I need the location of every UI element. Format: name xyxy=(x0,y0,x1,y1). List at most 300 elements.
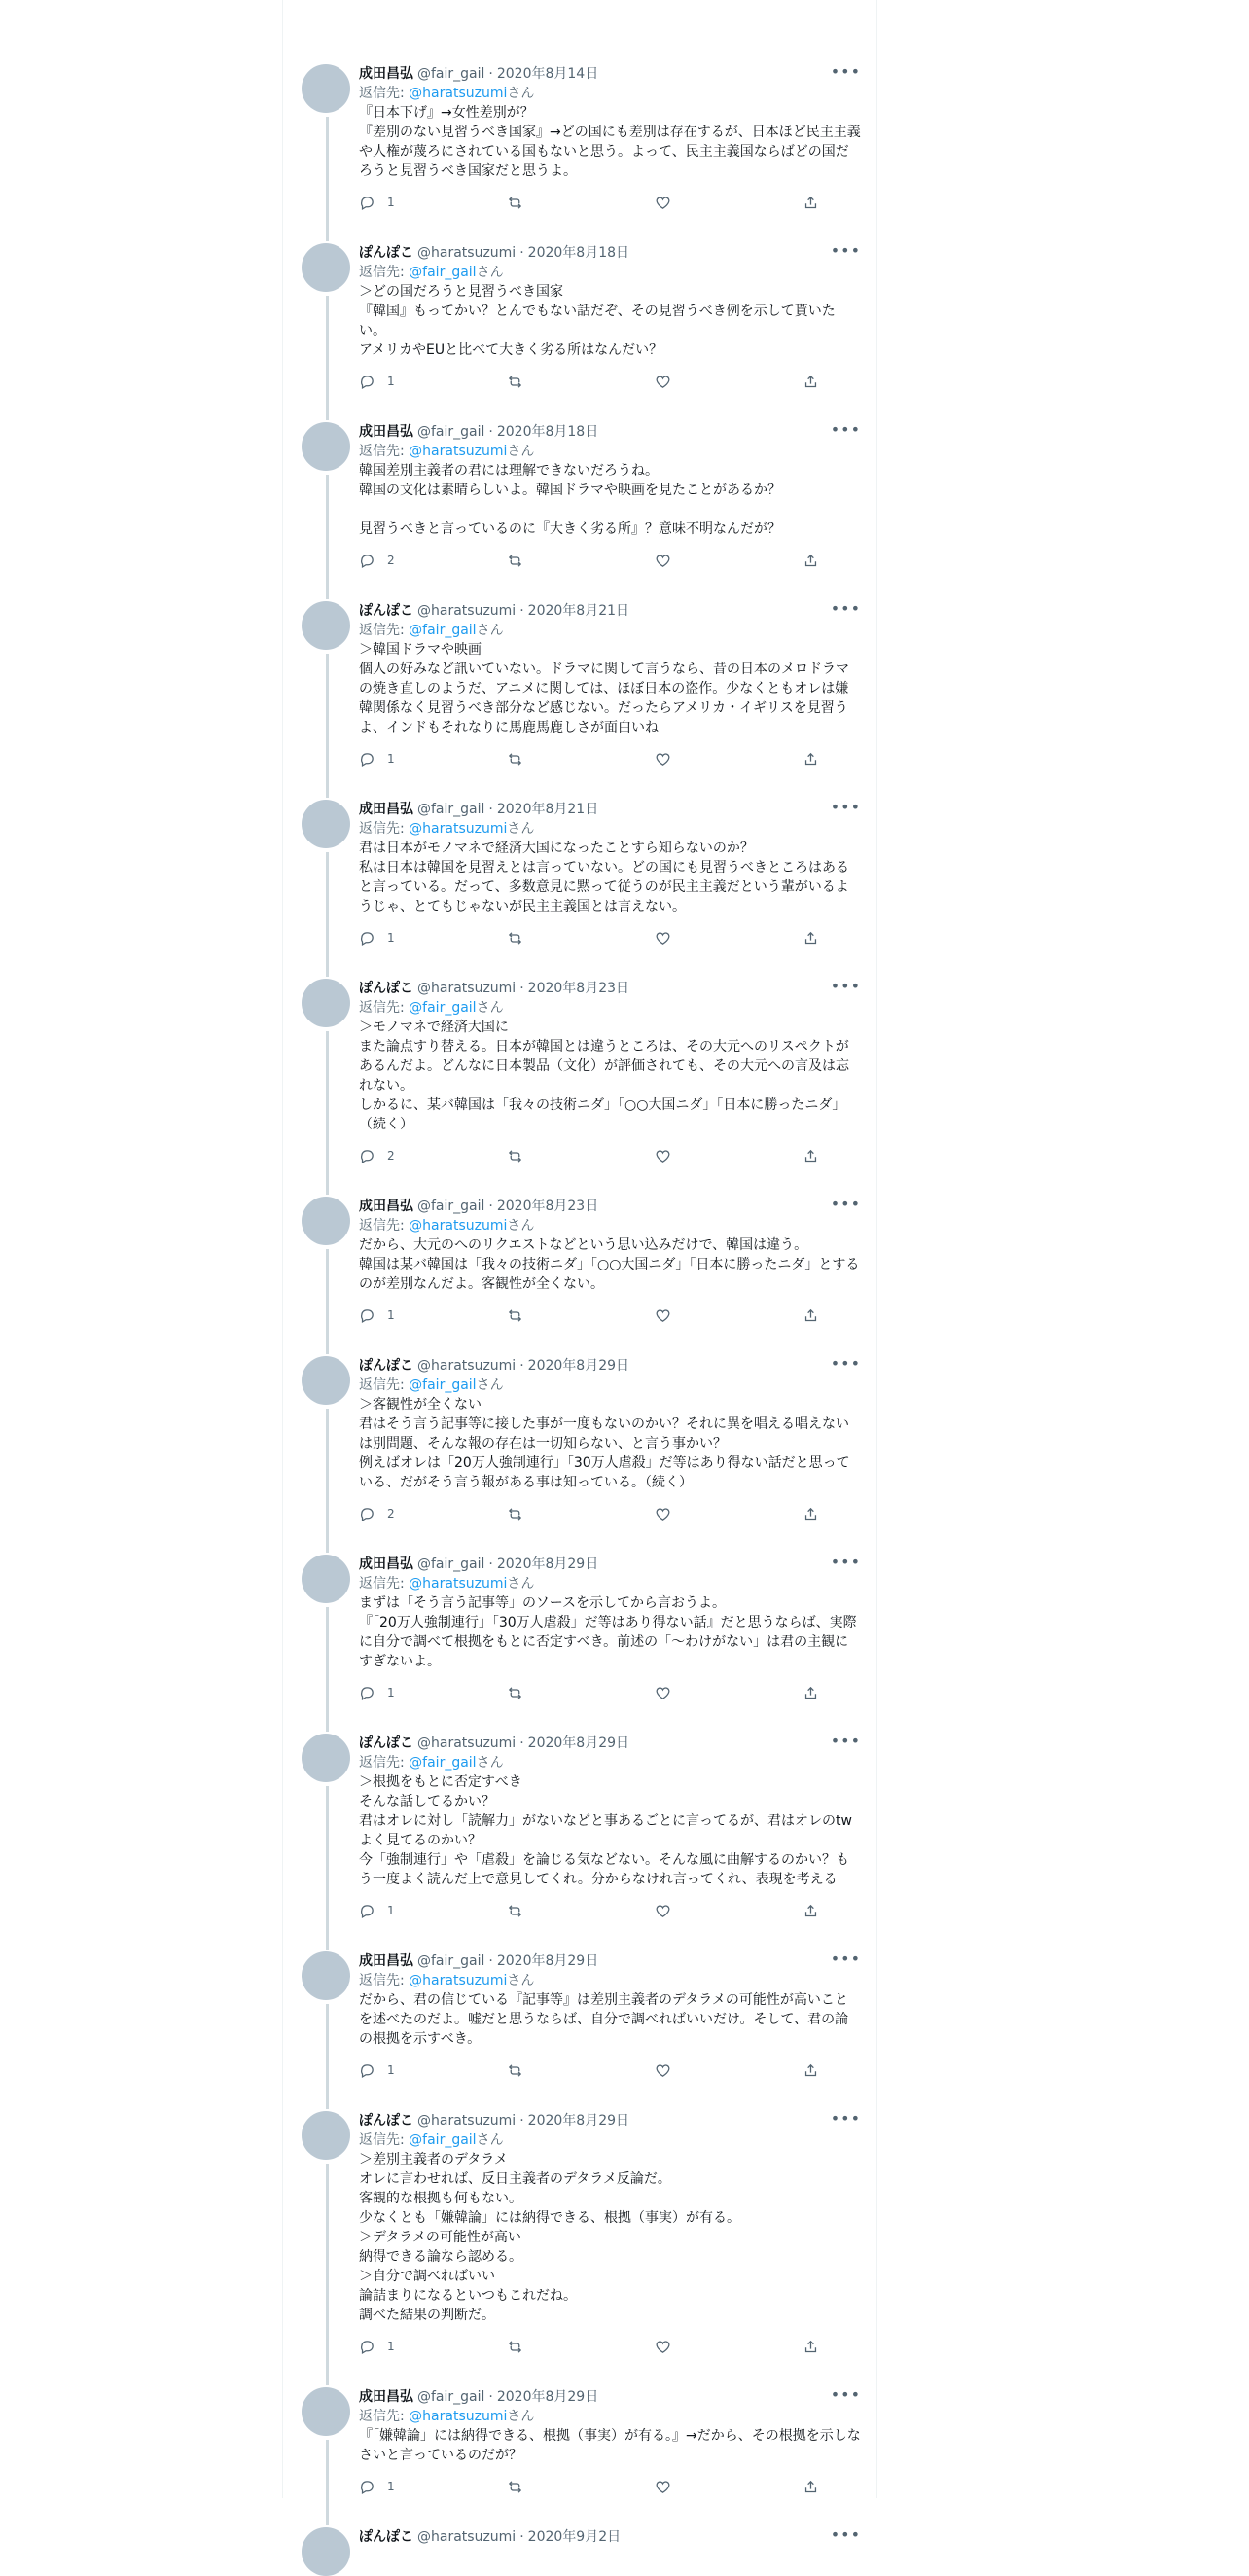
user-handle[interactable]: @haratsuzumi xyxy=(417,2113,517,2129)
separator-dot: · xyxy=(488,424,493,440)
tweet-date[interactable]: 2020年8月21日 xyxy=(527,603,630,619)
reply-icon xyxy=(359,1506,375,1522)
user-handle[interactable]: @haratsuzumi xyxy=(417,1735,517,1751)
heart-icon xyxy=(655,2062,671,2079)
reply-to-suffix: さん xyxy=(476,623,504,638)
display-name[interactable]: ぽんぽこ xyxy=(359,1735,413,1751)
reply-count: 1 xyxy=(387,2340,395,2353)
reply-button[interactable] xyxy=(359,1306,507,1325)
share-icon xyxy=(803,1903,819,1919)
share-button[interactable] xyxy=(803,1685,831,1701)
reply-to-line xyxy=(359,819,861,839)
reply-count: 2 xyxy=(387,1507,395,1521)
reply-button[interactable] xyxy=(359,1683,507,1702)
reply-to-suffix: さん xyxy=(507,444,535,459)
tweet[interactable] xyxy=(283,1934,876,2093)
avatar[interactable] xyxy=(302,601,350,650)
tweet-content xyxy=(359,1197,861,1339)
reply-mention-link[interactable]: @haratsuzumi xyxy=(409,1576,508,1592)
separator-dot: · xyxy=(488,66,493,82)
more-options-icon[interactable]: ••• xyxy=(830,1553,861,1571)
reply-to-line xyxy=(359,442,861,461)
reply-icon xyxy=(359,751,375,768)
reply-mention-link[interactable]: @fair_gail xyxy=(409,623,477,638)
tweet-date[interactable]: 2020年8月29日 xyxy=(527,1735,630,1751)
share-icon xyxy=(803,2479,819,2495)
reply-count: 1 xyxy=(387,2063,395,2077)
tweet-actions xyxy=(359,1675,861,1716)
like-button[interactable] xyxy=(655,1685,803,1701)
share-icon xyxy=(803,1685,819,1701)
reply-count: 1 xyxy=(387,1686,395,1699)
tweet-content xyxy=(359,979,861,1179)
retweet-button[interactable] xyxy=(507,1307,655,1324)
reply-to-suffix: さん xyxy=(476,1377,504,1393)
separator-dot: · xyxy=(519,1358,524,1374)
user-handle[interactable]: @fair_gail xyxy=(417,1199,485,1214)
reply-mention-link[interactable]: @haratsuzumi xyxy=(409,821,508,837)
retweet-button[interactable] xyxy=(507,2062,655,2079)
more-options-icon[interactable]: ••• xyxy=(830,1354,861,1373)
like-button[interactable] xyxy=(655,1148,803,1164)
reply-to-line xyxy=(359,1216,861,1235)
tweet-date[interactable]: 2020年9月2日 xyxy=(527,2529,622,2545)
retweet-button[interactable] xyxy=(507,1148,655,1164)
tweet-date[interactable]: 2020年8月29日 xyxy=(496,2389,599,2405)
separator-dot: · xyxy=(519,2113,524,2129)
thread-connector-line xyxy=(326,117,329,241)
reply-count: 1 xyxy=(387,196,395,209)
reply-icon xyxy=(359,2479,375,2495)
more-options-icon[interactable]: ••• xyxy=(830,977,861,995)
reply-to-suffix: さん xyxy=(476,1000,504,1016)
tweet-text: まずは「そう言う記事等」のソースを示してから言おうよ。 『「20万人強制連行」「30万人虐殺」だ等はあり得ない話』だと思うならば、実際に自分で調べて根拠をもとに否定すべき。前述の「～わけがない」は君の主観にすぎないよ。 xyxy=(359,1595,857,1669)
retweet-icon xyxy=(507,1148,523,1164)
tweet-date[interactable]: 2020年8月29日 xyxy=(527,2113,630,2129)
tweet-text: だから、君の信じている『記事等』は差別主義者のデタラメの可能性が高いことを述べたのだよ。嘘だと思うならば、自分で調べればいいだけ。そして、君の論の根拠を示すべき。 xyxy=(359,1992,849,2047)
reply-button[interactable] xyxy=(359,1504,507,1523)
reply-to-prefix: 返信先: xyxy=(359,2132,410,2148)
reply-to-suffix: さん xyxy=(476,2132,504,2148)
avatar[interactable] xyxy=(302,243,350,292)
tweet-content xyxy=(359,1356,861,1537)
retweet-icon xyxy=(507,2062,523,2079)
like-button[interactable] xyxy=(655,1506,803,1522)
reply-mention-link[interactable]: @haratsuzumi xyxy=(409,2409,508,2424)
reply-to-prefix: 返信先: xyxy=(359,1218,410,1234)
tweet-text: 韓国差別主義者の君には理解できないだろうね。 韓国の文化は素晴らしいよ。韓国ドラマや映画を見たことがあるか？ 見習うべきと言っているのに『大きく劣る所』？意味不明なんだが？ xyxy=(359,463,781,537)
tweet-actions xyxy=(359,2329,861,2370)
like-button[interactable] xyxy=(655,553,803,569)
tweet-header xyxy=(359,1356,861,1376)
thread-connector-line xyxy=(326,1607,329,1732)
reply-mention-link[interactable]: @fair_gail xyxy=(409,2132,477,2148)
tweet[interactable] xyxy=(283,961,876,1179)
reply-mention-link[interactable]: @fair_gail xyxy=(409,1755,477,1771)
tweet-header xyxy=(359,2387,861,2407)
reply-to-line xyxy=(359,2407,861,2426)
reply-icon xyxy=(359,374,375,390)
display-name[interactable]: 成田昌弘 xyxy=(359,424,413,440)
reply-button[interactable] xyxy=(359,1901,507,1920)
like-button[interactable] xyxy=(655,2062,803,2079)
share-button[interactable] xyxy=(803,751,831,768)
display-name[interactable]: ぽんぽこ xyxy=(359,2529,413,2545)
more-options-icon[interactable]: ••• xyxy=(830,2525,861,2544)
retweet-button[interactable] xyxy=(507,2339,655,2355)
share-icon xyxy=(803,553,819,569)
tweet-actions xyxy=(359,1893,861,1934)
tweet-content xyxy=(359,800,861,961)
heart-icon xyxy=(655,1148,671,1164)
share-button[interactable] xyxy=(803,2339,831,2355)
separator-dot: · xyxy=(488,1556,493,1572)
more-options-icon[interactable]: ••• xyxy=(830,420,861,439)
tweet-text: ＞韓国ドラマや映画 個人の好みなど訊いていない。ドラマに関して言うなら、昔の日本のメロドラマの焼き直しのようだ、アニメに関しては、ほぼ日本の盗作。少なくともオレは嫌韓関係なく見習うべき部分など感じない。だったらアメリカ・イギリスを見習うよ、インドもそれなりに馬鹿馬鹿しさが面白いね xyxy=(359,642,849,735)
reply-count: 2 xyxy=(387,554,395,567)
reply-to-line xyxy=(359,84,861,103)
separator-dot: · xyxy=(519,981,524,996)
tweet-actions xyxy=(359,185,861,226)
avatar[interactable] xyxy=(302,1356,350,1405)
tweet-date[interactable]: 2020年8月21日 xyxy=(496,802,599,817)
tweet[interactable] xyxy=(283,47,876,226)
tweet-header xyxy=(359,2111,861,2130)
reply-icon xyxy=(359,553,375,569)
heart-icon xyxy=(655,195,671,211)
tweet[interactable] xyxy=(283,405,876,584)
share-button[interactable] xyxy=(803,2479,831,2495)
share-icon xyxy=(803,374,819,390)
reply-to-suffix: さん xyxy=(476,1755,504,1771)
retweet-button[interactable] xyxy=(507,374,655,390)
tweet-text: ＞根拠をもとに否定すべき そんな話してるかい？ 君はオレに対し「読解力」がないなどと事あるごとに言ってるが、君はオレのtwよく見てるのかい？ 今「強制連行」や「虐殺」を論じる気などない。そんな風に曲解するのかい？もう一度よく読んだ上で意見してくれ。分からなけれ言ってくれ、表現を考える xyxy=(359,1774,852,1887)
tweet-header xyxy=(359,243,861,263)
retweet-button[interactable] xyxy=(507,1506,655,1522)
display-name[interactable]: ぽんぽこ xyxy=(359,1358,413,1374)
avatar[interactable] xyxy=(302,1951,350,2000)
tweet-actions xyxy=(359,364,861,405)
tweet-text: ＞モノマネで経済大国に また論点すり替える。日本が韓国とは違うところは、その大元へのリスペクトがあるんだよ。どんなに日本製品（文化）が評価されても、その大元への言及は忘れない。 しかるに、某バ韓国は「我々の技術ニダ」「○○大国ニダ」「日本に勝ったニダ」（続く） xyxy=(359,1020,849,1132)
display-name[interactable]: 成田昌弘 xyxy=(359,1953,413,1969)
user-handle[interactable]: @haratsuzumi xyxy=(417,1358,517,1374)
tweet-header xyxy=(359,64,861,84)
tweet-header xyxy=(359,800,861,819)
tweet[interactable] xyxy=(283,1537,876,1716)
user-handle[interactable]: @haratsuzumi xyxy=(417,245,517,261)
thread-connector-line xyxy=(326,1786,329,1950)
reply-to-suffix: さん xyxy=(507,1218,535,1234)
reply-to-suffix: さん xyxy=(507,1973,535,1988)
timeline-column xyxy=(282,0,877,2545)
like-button[interactable] xyxy=(655,751,803,768)
separator-dot: · xyxy=(488,2389,493,2405)
tweet-content xyxy=(359,1734,861,1934)
tweet-text: 君は日本がモノマネで経済大国になったことすら知らないのか？ 私は日本は韓国を見習えとは言っていない。どの国にも見習うべきところはあると言っている。だって、多数意見に黙って従うのが民主主義だという輩がいるようじゃ、とてもじゃないが民主主義国とは言えない。 xyxy=(359,841,849,914)
share-icon xyxy=(803,1307,819,1324)
reply-mention-link[interactable]: @haratsuzumi xyxy=(409,1973,508,1988)
tweet-date[interactable]: 2020年8月29日 xyxy=(496,1953,599,1969)
tweet[interactable] xyxy=(283,226,876,405)
separator-dot: · xyxy=(488,1953,493,1969)
tweet-text: ＞差別主義者のデタラメ オレに言わせれば、反日主義者のデタラメ反論だ。 客観的な根拠も何もない。 少なくとも「嫌韓論」には納得できる、根拠（事実）が有る。 ＞デタラメの可能性が高い 納得できる論なら認める。 ＞自分で調べればいい 論詰まりになるといつもこれだね。 調べた結果の判断だ。 xyxy=(359,2152,740,2323)
reply-mention-link[interactable]: @fair_gail xyxy=(409,1000,477,1016)
avatar[interactable] xyxy=(302,1734,350,1782)
separator-dot: · xyxy=(519,245,524,261)
user-handle[interactable]: @fair_gail xyxy=(417,66,485,82)
tweet-actions xyxy=(359,543,861,584)
retweet-button[interactable] xyxy=(507,1903,655,1919)
reply-button[interactable] xyxy=(359,1146,507,1165)
retweet-button[interactable] xyxy=(507,553,655,569)
like-button[interactable] xyxy=(655,2339,803,2355)
reply-to-line xyxy=(359,1376,861,1395)
more-options-icon[interactable]: ••• xyxy=(830,2109,861,2128)
tweet-text: 『日本下げ』→女性差別が？ 『差別のない見習うべき国家』→どの国にも差別は存在するが、日本ほど民主主義や人権が蔑ろにされている国もないと思う。よって、民主主義国ならばどの国だろうと見習うべき国家だと思うよ。 xyxy=(359,105,861,179)
retweet-icon xyxy=(507,1685,523,1701)
reply-icon xyxy=(359,1307,375,1324)
avatar[interactable] xyxy=(302,2527,350,2576)
more-options-icon[interactable]: ••• xyxy=(830,2385,861,2404)
user-handle[interactable]: @fair_gail xyxy=(417,2389,485,2405)
tweet-content xyxy=(359,2387,861,2510)
share-button[interactable] xyxy=(803,930,831,947)
tweet-text: ＞客観性が全くない 君はそう言う記事等に接した事が一度もないのかい？それに異を唱える唱えないは別問題、そんな報の存在は一切知らない、と言う事かい？ 例えばオレは「20万人強制連行」「30万人虐殺」だ等はあり得ない話だと思っている、だがそう言う報がある事は知っている。（続く） xyxy=(359,1397,850,1490)
reply-button[interactable] xyxy=(359,2337,507,2356)
thread-connector-line xyxy=(326,2164,329,2385)
retweet-button[interactable] xyxy=(507,930,655,947)
tweet[interactable] xyxy=(283,2370,876,2510)
share-icon xyxy=(803,1148,819,1164)
share-button[interactable] xyxy=(803,195,831,211)
avatar[interactable] xyxy=(302,1197,350,1245)
reply-to-prefix: 返信先: xyxy=(359,1755,410,1771)
display-name[interactable]: 成田昌弘 xyxy=(359,1199,413,1214)
reply-icon xyxy=(359,195,375,211)
reply-to-line xyxy=(359,263,861,282)
share-icon xyxy=(803,1506,819,1522)
tweet-date[interactable]: 2020年8月18日 xyxy=(496,424,599,440)
retweet-icon xyxy=(507,195,523,211)
separator-dot: · xyxy=(519,2529,524,2545)
reply-icon xyxy=(359,1685,375,1701)
reply-to-prefix: 返信先: xyxy=(359,86,410,101)
tweet[interactable] xyxy=(283,1179,876,1339)
separator-dot: · xyxy=(519,1735,524,1751)
heart-icon xyxy=(655,1685,671,1701)
reply-button[interactable] xyxy=(359,2060,507,2080)
tweet-text: 『「嫌韓論」には納得できる、根拠（事実）が有る。』→だから、その根拠を示しなさいと言っているのだが？ xyxy=(359,2428,861,2463)
reply-to-line xyxy=(359,1574,861,1593)
tweet-date[interactable]: 2020年8月29日 xyxy=(527,1358,630,1374)
display-name[interactable]: ぽんぽこ xyxy=(359,245,413,261)
heart-icon xyxy=(655,930,671,947)
like-button[interactable] xyxy=(655,2479,803,2495)
retweet-icon xyxy=(507,374,523,390)
reply-to-suffix: さん xyxy=(507,821,535,837)
avatar[interactable] xyxy=(302,979,350,1027)
reply-count: 1 xyxy=(387,931,395,945)
thread-connector-line xyxy=(326,1409,329,1553)
thread-connector-line xyxy=(326,852,329,977)
more-options-icon[interactable]: ••• xyxy=(830,1950,861,1968)
share-button[interactable] xyxy=(803,1506,831,1522)
share-button[interactable] xyxy=(803,374,831,390)
tweet-date[interactable]: 2020年8月23日 xyxy=(496,1199,599,1214)
user-handle[interactable]: @haratsuzumi xyxy=(417,2529,517,2545)
reply-icon xyxy=(359,2339,375,2355)
reply-mention-link[interactable]: @haratsuzumi xyxy=(409,444,508,459)
reply-to-prefix: 返信先: xyxy=(359,1000,410,1016)
user-handle[interactable]: @fair_gail xyxy=(417,802,485,817)
reply-button[interactable] xyxy=(359,193,507,212)
tweet-date[interactable]: 2020年8月29日 xyxy=(496,1556,599,1572)
user-handle[interactable]: @fair_gail xyxy=(417,1953,485,1969)
share-button[interactable] xyxy=(803,553,831,569)
share-button[interactable] xyxy=(803,1148,831,1164)
like-button[interactable] xyxy=(655,195,803,211)
share-icon xyxy=(803,2062,819,2079)
reply-count: 1 xyxy=(387,2480,395,2493)
reply-to-prefix: 返信先: xyxy=(359,1973,410,1988)
tweet[interactable] xyxy=(283,1339,876,1537)
reply-mention-link[interactable]: @fair_gail xyxy=(409,1377,477,1393)
separator-dot: · xyxy=(519,603,524,619)
more-options-icon[interactable]: ••• xyxy=(830,241,861,260)
like-button[interactable] xyxy=(655,930,803,947)
avatar[interactable] xyxy=(302,2387,350,2436)
reply-mention-link[interactable]: @fair_gail xyxy=(409,265,477,280)
heart-icon xyxy=(655,1307,671,1324)
tweet-date[interactable]: 2020年8月23日 xyxy=(527,981,630,996)
tweet-actions xyxy=(359,1138,861,1179)
share-icon xyxy=(803,930,819,947)
display-name[interactable]: ぽんぽこ xyxy=(359,2113,413,2129)
user-handle[interactable]: @fair_gail xyxy=(417,1556,485,1572)
tweet[interactable] xyxy=(283,2093,876,2370)
heart-icon xyxy=(655,1903,671,1919)
more-options-icon[interactable]: ••• xyxy=(830,599,861,618)
heart-icon xyxy=(655,374,671,390)
reply-to-suffix: さん xyxy=(507,86,535,101)
avatar[interactable] xyxy=(302,422,350,471)
reply-to-prefix: 返信先: xyxy=(359,265,410,280)
more-options-icon[interactable]: ••• xyxy=(830,798,861,816)
retweet-button[interactable] xyxy=(507,195,655,211)
tweet-content xyxy=(359,2111,861,2370)
reply-to-prefix: 返信先: xyxy=(359,2409,410,2424)
thread-connector-line xyxy=(326,475,329,599)
reply-to-line xyxy=(359,1971,861,1990)
tweet-text: だから、大元のへのリクエストなどという思い込みだけで、韓国は違う。 韓国は某バ韓国は「我々の技術ニダ」「○○大国ニダ」「日本に勝ったニダ」とするのが差別なんだよ。客観性が全くない。 xyxy=(359,1237,860,1292)
more-options-icon[interactable]: ••• xyxy=(830,1195,861,1213)
display-name[interactable]: ぽんぽこ xyxy=(359,603,413,619)
share-button[interactable] xyxy=(803,1307,831,1324)
tweet-actions xyxy=(359,1298,861,1339)
retweet-button[interactable] xyxy=(507,751,655,768)
reply-to-prefix: 返信先: xyxy=(359,1377,410,1393)
user-handle[interactable]: @fair_gail xyxy=(417,424,485,440)
tweet-date[interactable]: 2020年8月18日 xyxy=(527,245,630,261)
reply-mention-link[interactable]: @haratsuzumi xyxy=(409,1218,508,1234)
share-button[interactable] xyxy=(803,2062,831,2079)
tweet-content xyxy=(359,243,861,405)
avatar[interactable] xyxy=(302,2111,350,2160)
tweet-header xyxy=(359,601,861,621)
reply-button[interactable] xyxy=(359,749,507,769)
separator-dot: · xyxy=(488,802,493,817)
tweet-text: ＞どの国だろうと見習うべき国家 『韓国』もってかい？とんでもない話だぞ、その見習うべき例を示して貰いたい。 アメリカやEUと比べて大きく劣る所はなんだい？ xyxy=(359,284,836,358)
reply-count: 2 xyxy=(387,1149,395,1163)
reply-button[interactable] xyxy=(359,928,507,948)
thread-connector-line xyxy=(326,296,329,420)
user-handle[interactable]: @haratsuzumi xyxy=(417,603,517,619)
reply-button[interactable] xyxy=(359,551,507,570)
tweet-header xyxy=(359,2527,861,2547)
display-name[interactable]: 成田昌弘 xyxy=(359,2389,413,2405)
retweet-icon xyxy=(507,751,523,768)
tweet-content xyxy=(359,2527,861,2547)
retweet-icon xyxy=(507,930,523,947)
retweet-icon xyxy=(507,553,523,569)
reply-to-line xyxy=(359,998,861,1018)
heart-icon xyxy=(655,2479,671,2495)
tweet[interactable] xyxy=(283,1716,876,1934)
reply-button[interactable] xyxy=(359,2477,507,2496)
tweet-header xyxy=(359,1734,861,1753)
display-name[interactable]: 成田昌弘 xyxy=(359,802,413,817)
thread-connector-line xyxy=(326,1031,329,1195)
retweet-button[interactable] xyxy=(507,1685,655,1701)
more-options-icon[interactable]: ••• xyxy=(830,1732,861,1750)
retweet-icon xyxy=(507,1307,523,1324)
avatar[interactable] xyxy=(302,64,350,113)
reply-button[interactable] xyxy=(359,372,507,391)
display-name[interactable]: 成田昌弘 xyxy=(359,1556,413,1572)
tweet[interactable] xyxy=(283,584,876,782)
reply-to-suffix: さん xyxy=(476,265,504,280)
reply-count: 1 xyxy=(387,1904,395,1917)
avatar[interactable] xyxy=(302,1555,350,1603)
tweet[interactable] xyxy=(283,782,876,961)
tweet[interactable] xyxy=(283,2510,876,2547)
separator-dot: · xyxy=(488,1199,493,1214)
user-handle[interactable]: @haratsuzumi xyxy=(417,981,517,996)
tweet-content xyxy=(359,1951,861,2093)
display-name[interactable]: ぽんぽこ xyxy=(359,981,413,996)
reply-to-line xyxy=(359,1753,861,1772)
share-icon xyxy=(803,751,819,768)
display-name[interactable]: 成田昌弘 xyxy=(359,66,413,82)
reply-icon xyxy=(359,930,375,947)
reply-to-suffix: さん xyxy=(507,1576,535,1592)
like-button[interactable] xyxy=(655,1903,803,1919)
tweet-header xyxy=(359,422,861,442)
tweet-actions xyxy=(359,741,861,782)
reply-to-line xyxy=(359,2130,861,2150)
more-options-icon[interactable]: ••• xyxy=(830,62,861,81)
like-button[interactable] xyxy=(655,1307,803,1324)
retweet-button[interactable] xyxy=(507,2479,655,2495)
tweet-date[interactable]: 2020年8月14日 xyxy=(496,66,599,82)
reply-mention-link[interactable]: @haratsuzumi xyxy=(409,86,508,101)
like-button[interactable] xyxy=(655,374,803,390)
avatar[interactable] xyxy=(302,800,350,848)
share-button[interactable] xyxy=(803,1903,831,1919)
tweet-header xyxy=(359,1951,861,1971)
tweet-content xyxy=(359,64,861,226)
reply-icon xyxy=(359,1148,375,1164)
